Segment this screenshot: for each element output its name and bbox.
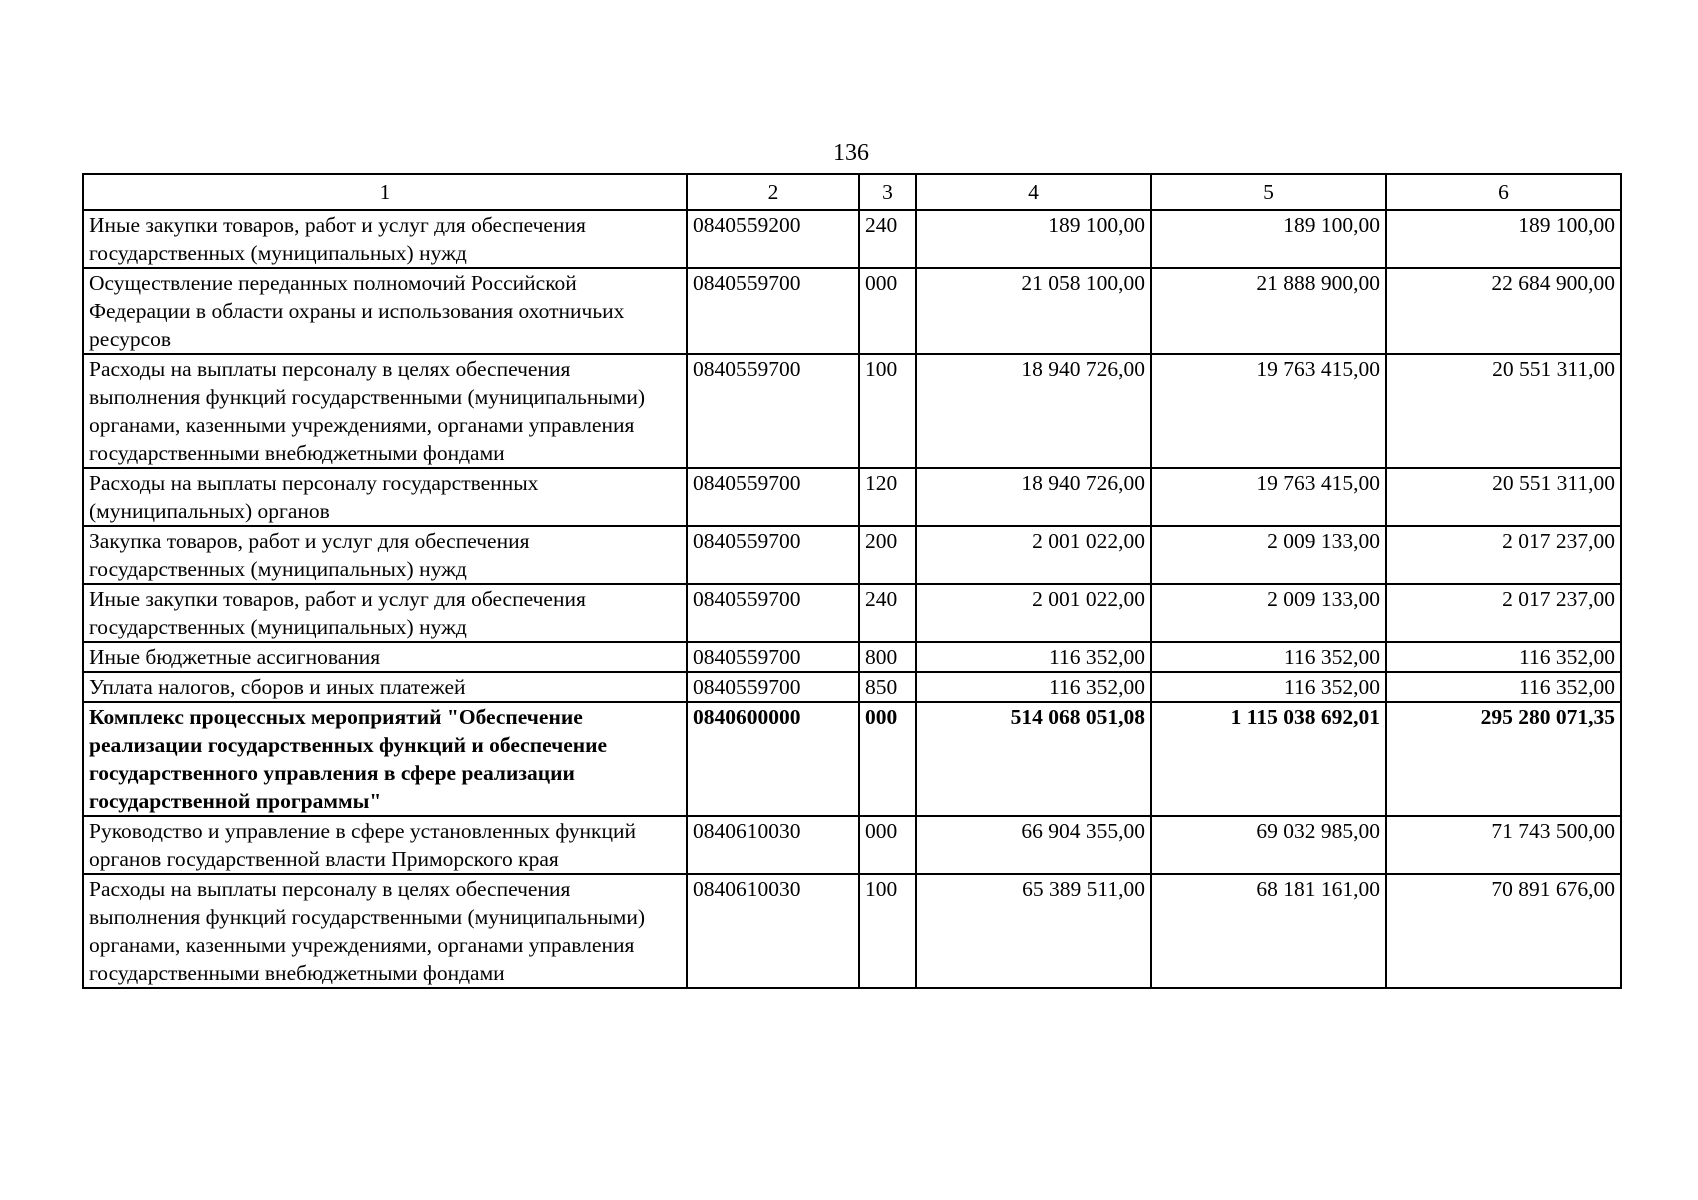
row-amount-col5: 19 763 415,00: [1151, 354, 1386, 468]
row-name: Закупка товаров, работ и услуг для обеспечения государственных (муниципальных) нужд: [83, 526, 687, 584]
row-amount-col4: 21 058 100,00: [916, 268, 1151, 354]
page-number: 136: [833, 140, 869, 166]
row-amount-col4: 2 001 022,00: [916, 526, 1151, 584]
row-amount-col6: 71 743 500,00: [1386, 816, 1621, 874]
row-amount-col6: 2 017 237,00: [1386, 584, 1621, 642]
row-name: Иные закупки товаров, работ и услуг для обеспечения государственных (муниципальных) нужд: [83, 210, 687, 268]
header-col-5: 5: [1151, 174, 1386, 210]
row-kind: 100: [859, 874, 916, 988]
row-code: 0840559700: [687, 526, 859, 584]
row-amount-col5: 69 032 985,00: [1151, 816, 1386, 874]
row-name: Расходы на выплаты персоналу в целях обеспечения выполнения функций государственными (муниципальными) органами, казенными учреждениями, органами управления государственными внебюджетными фондами: [83, 354, 687, 468]
header-col-2: 2: [687, 174, 859, 210]
row-amount-col6: 2 017 237,00: [1386, 526, 1621, 584]
row-kind: 800: [859, 642, 916, 672]
table-row: [83, 672, 1621, 702]
row-name: Комплекс процессных мероприятий "Обеспечение реализации государственных функций и обеспечение государственного управления в сфере реализации государственной программы": [83, 702, 687, 816]
table-row: [83, 468, 1621, 526]
header-col-1: 1: [83, 174, 687, 210]
row-code: 0840610030: [687, 874, 859, 988]
row-code: 0840610030: [687, 816, 859, 874]
row-amount-col6: 116 352,00: [1386, 672, 1621, 702]
row-kind: 100: [859, 354, 916, 468]
table-row: [83, 526, 1621, 584]
row-amount-col6: 295 280 071,35: [1386, 702, 1621, 816]
row-code: 0840600000: [687, 702, 859, 816]
row-amount-col6: 20 551 311,00: [1386, 468, 1621, 526]
table-row: [83, 354, 1621, 468]
row-code: 0840559200: [687, 210, 859, 268]
row-kind: 120: [859, 468, 916, 526]
row-kind: 000: [859, 816, 916, 874]
row-amount-col4: 2 001 022,00: [916, 584, 1151, 642]
row-name: Осуществление переданных полномочий Российской Федерации в области охраны и использования охотничьих ресурсов: [83, 268, 687, 354]
row-kind: 000: [859, 702, 916, 816]
row-kind: 240: [859, 584, 916, 642]
row-amount-col4: 116 352,00: [916, 672, 1151, 702]
row-amount-col5: 21 888 900,00: [1151, 268, 1386, 354]
row-kind: 200: [859, 526, 916, 584]
header-row: [83, 174, 1621, 210]
row-amount-col4: 65 389 511,00: [916, 874, 1151, 988]
row-name: Расходы на выплаты персоналу в целях обеспечения выполнения функций государственными (муниципальными) органами, казенными учреждениями, органами управления государственными внебюджетными фондами: [83, 874, 687, 988]
budget-table: [82, 173, 1622, 989]
row-name: Расходы на выплаты персоналу государственных (муниципальных) органов: [83, 468, 687, 526]
row-code: 0840559700: [687, 468, 859, 526]
row-amount-col6: 189 100,00: [1386, 210, 1621, 268]
row-amount-col5: 19 763 415,00: [1151, 468, 1386, 526]
table-row: [83, 642, 1621, 672]
row-name: Иные бюджетные ассигнования: [83, 642, 687, 672]
header-col-4: 4: [916, 174, 1151, 210]
header-col-6: 6: [1386, 174, 1621, 210]
row-amount-col5: 1 115 038 692,01: [1151, 702, 1386, 816]
row-amount-col4: 66 904 355,00: [916, 816, 1151, 874]
table-row: [83, 268, 1621, 354]
row-amount-col6: 20 551 311,00: [1386, 354, 1621, 468]
row-kind: 000: [859, 268, 916, 354]
row-name: Иные закупки товаров, работ и услуг для обеспечения государственных (муниципальных) нужд: [83, 584, 687, 642]
row-amount-col5: 68 181 161,00: [1151, 874, 1386, 988]
row-amount-col5: 116 352,00: [1151, 642, 1386, 672]
table-row: [83, 816, 1621, 874]
row-code: 0840559700: [687, 268, 859, 354]
row-code: 0840559700: [687, 672, 859, 702]
table-row: [83, 584, 1621, 642]
row-name: Уплата налогов, сборов и иных платежей: [83, 672, 687, 702]
row-code: 0840559700: [687, 354, 859, 468]
row-kind: 240: [859, 210, 916, 268]
row-amount-col4: 18 940 726,00: [916, 354, 1151, 468]
row-kind: 850: [859, 672, 916, 702]
header-col-3: 3: [859, 174, 916, 210]
row-amount-col5: 2 009 133,00: [1151, 526, 1386, 584]
row-code: 0840559700: [687, 642, 859, 672]
row-amount-col4: 18 940 726,00: [916, 468, 1151, 526]
row-amount-col4: 116 352,00: [916, 642, 1151, 672]
row-amount-col5: 116 352,00: [1151, 672, 1386, 702]
row-code: 0840559700: [687, 584, 859, 642]
row-amount-col5: 2 009 133,00: [1151, 584, 1386, 642]
table-row: [83, 874, 1621, 988]
row-amount-col4: 189 100,00: [916, 210, 1151, 268]
table-row: [83, 210, 1621, 268]
row-amount-col5: 189 100,00: [1151, 210, 1386, 268]
row-name: Руководство и управление в сфере установленных функций органов государственной власти Приморского края: [83, 816, 687, 874]
row-amount-col6: 116 352,00: [1386, 642, 1621, 672]
table-row-section-total: [83, 702, 1621, 816]
row-amount-col6: 70 891 676,00: [1386, 874, 1621, 988]
row-amount-col6: 22 684 900,00: [1386, 268, 1621, 354]
row-amount-col4: 514 068 051,08: [916, 702, 1151, 816]
